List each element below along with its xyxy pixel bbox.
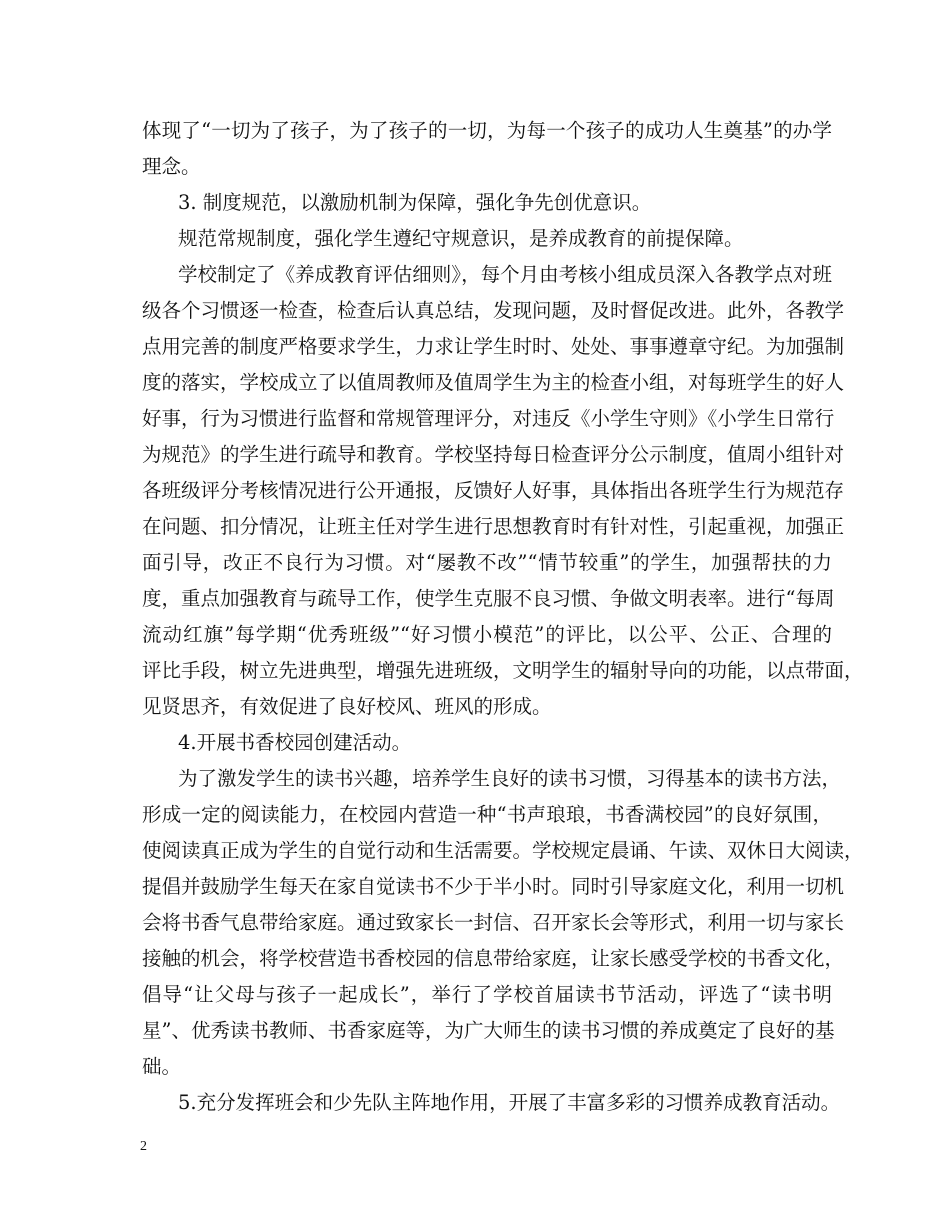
text-line: 规范常规制度，强化学生遵纪守规意识，是养成教育的前提保障。 xyxy=(178,227,744,250)
text-line: 见贤思齐，有效促进了良好校风、班风的形成。 xyxy=(142,695,552,718)
text-line: 星”、优秀读书教师、书香家庭等，为广大师生的读书习惯的养成奠定了良好的基 xyxy=(142,1019,835,1042)
text-line: 使阅读真正成为学生的自觉行动和生活需要。学校规定晨诵、午读、双休日大阅读， xyxy=(142,839,864,862)
text-line: 流动红旗”每学期“优秀班级”“好习惯小模范”的评比，以公平、公正、合理的 xyxy=(142,623,832,646)
text-line: 级各个习惯逐一检查，检查后认真总结，发现问题，及时督促改进。此外，各教学 xyxy=(142,299,845,322)
section-heading: 5.充分发挥班会和少先队主阵地作用，开展了丰富多彩的习惯养成教育活动。 xyxy=(178,1091,841,1114)
page-number: 2 xyxy=(140,1139,147,1154)
text-line: 接触的机会，将学校营造书香校园的信息带给家庭，让家长感受学校的书香文化， xyxy=(142,947,845,970)
text-line: 提倡并鼓励学生每天在家自觉读书不少于半小时。同时引导家庭文化，利用一切机 xyxy=(142,875,845,898)
text-line: 点用完善的制度严格要求学生，力求让学生时时、处处、事事遵章守纪。为加强制 xyxy=(142,335,845,358)
text-line: 础。 xyxy=(142,1055,182,1078)
text-line: 为了激发学生的读书兴趣，培养学生良好的读书习惯，习得基本的读书方法， xyxy=(178,767,842,790)
section-heading: 4.开展书香校园创建活动。 xyxy=(178,731,412,754)
text-line: 评比手段，树立先进典型，增强先进班级，文明学生的辐射导向的功能，以点带面， xyxy=(142,659,864,682)
text-line: 为规范》的学生进行疏导和教育。学校坚持每日检查评分公示制度，值周小组针对 xyxy=(142,443,845,466)
text-line: 体现了“一切为了孩子，为了孩子的一切，为每一个孩子的成功人生奠基”的办学 xyxy=(142,119,832,142)
text-line: 会将书香气息带给家庭。通过致家长一封信、召开家长会等形式，利用一切与家长 xyxy=(142,911,845,934)
text-line: 各班级评分考核情况进行公开通报，反馈好人好事，具体指出各班学生行为规范存 xyxy=(142,479,845,502)
text-line: 度的落实，学校成立了以值周教师及值周学生为主的检查小组，对每班学生的好人 xyxy=(142,371,845,394)
text-line: 度，重点加强教育与疏导工作，使学生克服不良习惯、争做文明表率。进行“每周 xyxy=(142,587,835,610)
text-line: 好事，行为习惯进行监督和常规管理评分，对违反《小学生守则》《小学生日常行 xyxy=(142,407,835,430)
text-line: 形成一定的阅读能力，在校园内营造一种“书声琅琅，书香满校园”的良好氛围， xyxy=(142,803,832,826)
section-heading: 3. 制度规范，以激励机制为保障，强化争先创优意识。 xyxy=(178,191,652,214)
text-line: 面引导，改正不良行为习惯。对“屡教不改”“情节较重”的学生，加强帮扶的力 xyxy=(142,551,832,574)
text-line: 在问题、扣分情况，让班主任对学生进行思想教育时有针对性，引起重视，加强正 xyxy=(142,515,845,538)
text-line: 学校制定了《养成教育评估细则》，每个月由考核小组成员深入各教学点对班 xyxy=(178,263,832,286)
text-line: 理念。 xyxy=(142,155,201,178)
text-line: 倡导“让父母与孩子一起成长”，举行了学校首届读书节活动，评选了“读书明 xyxy=(142,983,832,1006)
